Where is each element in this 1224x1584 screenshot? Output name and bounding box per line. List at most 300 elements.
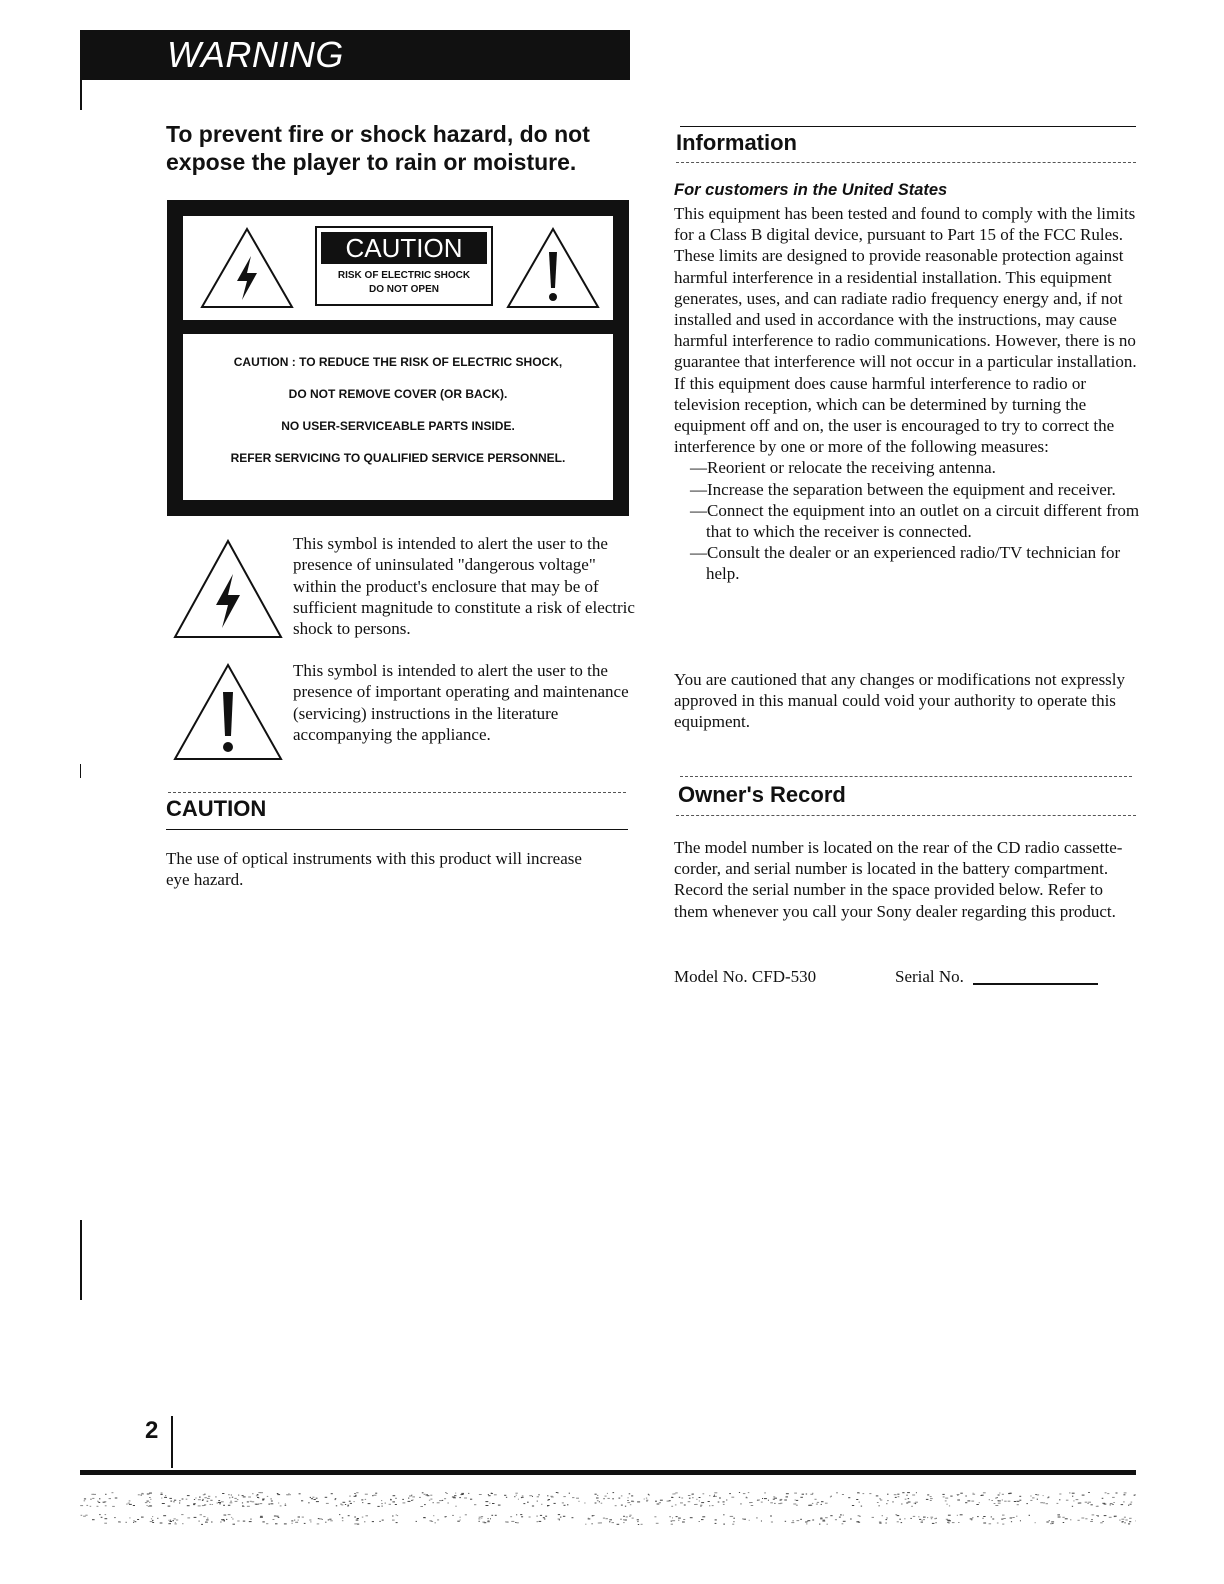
scan-noise-speck bbox=[271, 1501, 273, 1502]
scan-noise-speck bbox=[1002, 1515, 1005, 1516]
scan-noise-speck bbox=[540, 1515, 542, 1516]
scan-noise-speck bbox=[105, 1514, 107, 1515]
scan-noise-speck bbox=[150, 1493, 151, 1494]
lightning-triangle-icon bbox=[172, 538, 284, 640]
scan-noise-speck bbox=[786, 1496, 789, 1497]
scan-noise-speck bbox=[537, 1521, 539, 1522]
scan-noise-speck bbox=[696, 1504, 698, 1505]
scan-noise-speck bbox=[362, 1502, 363, 1503]
caution-label-warnings bbox=[183, 354, 613, 482]
scan-noise-speck bbox=[392, 1501, 395, 1502]
scan-noise-speck bbox=[825, 1517, 828, 1518]
scan-noise-speck bbox=[836, 1492, 838, 1493]
scan-noise-speck bbox=[1107, 1493, 1109, 1494]
scan-noise-speck bbox=[194, 1517, 197, 1518]
scan-noise-speck bbox=[863, 1493, 865, 1494]
scan-noise-speck bbox=[877, 1502, 879, 1503]
scan-noise-speck bbox=[719, 1498, 721, 1499]
scan-noise-speck bbox=[133, 1522, 134, 1523]
scan-noise-speck bbox=[529, 1517, 531, 1518]
scan-noise-speck bbox=[210, 1504, 212, 1505]
scan-noise-speck bbox=[947, 1522, 948, 1523]
caution-label-box bbox=[167, 200, 629, 516]
scan-noise-speck bbox=[726, 1500, 727, 1501]
scan-noise-speck bbox=[206, 1519, 209, 1520]
scan-noise-speck bbox=[948, 1515, 951, 1516]
scan-noise-speck bbox=[202, 1499, 204, 1500]
scan-noise-speck bbox=[193, 1503, 195, 1504]
scan-noise-speck bbox=[354, 1496, 357, 1497]
scan-noise-speck bbox=[181, 1514, 183, 1515]
scan-noise-speck bbox=[632, 1501, 634, 1502]
scan-noise-speck bbox=[902, 1492, 904, 1493]
scan-noise-speck bbox=[221, 1501, 224, 1502]
scan-noise-speck bbox=[983, 1492, 986, 1493]
scan-noise-speck bbox=[392, 1520, 395, 1521]
scan-noise-speck bbox=[470, 1499, 472, 1500]
scan-noise-speck bbox=[708, 1501, 710, 1502]
scan-noise-speck bbox=[709, 1505, 710, 1506]
scan-noise-speck bbox=[678, 1520, 679, 1521]
scan-noise-speck bbox=[312, 1497, 314, 1498]
scan-noise-speck bbox=[301, 1500, 303, 1501]
scan-noise-speck bbox=[1104, 1515, 1107, 1516]
scan-noise-speck bbox=[723, 1501, 725, 1502]
scan-noise-speck bbox=[1091, 1519, 1092, 1520]
scan-noise-speck bbox=[949, 1505, 950, 1506]
scan-noise-speck bbox=[699, 1501, 700, 1502]
scan-noise-speck bbox=[983, 1523, 986, 1524]
scan-noise-speck bbox=[481, 1516, 483, 1517]
scan-noise-speck bbox=[621, 1495, 623, 1496]
scan-noise-speck bbox=[1123, 1501, 1125, 1502]
scan-noise-speck bbox=[950, 1496, 952, 1497]
scan-noise-speck bbox=[221, 1519, 223, 1520]
scan-noise-speck bbox=[654, 1516, 656, 1517]
scan-noise-speck bbox=[995, 1505, 998, 1506]
scan-noise-speck bbox=[715, 1519, 717, 1520]
scan-noise-speck bbox=[992, 1519, 994, 1520]
scan-noise-speck bbox=[958, 1522, 959, 1523]
scan-noise-speck bbox=[773, 1499, 775, 1500]
scan-noise-speck bbox=[806, 1494, 807, 1495]
scan-noise-speck bbox=[372, 1495, 373, 1496]
scan-noise-speck bbox=[291, 1520, 293, 1521]
scan-noise-speck bbox=[423, 1517, 425, 1518]
scan-noise-speck bbox=[671, 1524, 673, 1525]
scan-noise-speck bbox=[945, 1498, 948, 1499]
scan-noise-speck bbox=[784, 1500, 787, 1501]
scan-noise-speck bbox=[220, 1522, 222, 1523]
scan-noise-speck bbox=[756, 1517, 758, 1518]
scan-noise-speck bbox=[1088, 1502, 1091, 1503]
scan-noise-speck bbox=[529, 1495, 532, 1496]
scan-noise-speck bbox=[455, 1493, 456, 1494]
scan-noise-speck bbox=[326, 1503, 329, 1504]
scan-noise-speck bbox=[147, 1505, 148, 1506]
scan-noise-speck bbox=[684, 1505, 686, 1506]
scan-noise-speck bbox=[856, 1522, 857, 1523]
scan-noise-speck bbox=[879, 1522, 881, 1523]
scan-noise-speck bbox=[796, 1500, 798, 1501]
scan-noise-speck bbox=[518, 1499, 519, 1500]
scan-noise-speck bbox=[148, 1506, 151, 1507]
scan-noise-speck bbox=[1004, 1501, 1006, 1502]
scan-noise-speck bbox=[522, 1495, 524, 1496]
scan-noise-speck bbox=[897, 1521, 899, 1522]
scan-noise-speck bbox=[299, 1493, 301, 1494]
scan-noise-speck bbox=[242, 1505, 244, 1506]
scan-noise-speck bbox=[408, 1501, 411, 1502]
scan-noise-speck bbox=[284, 1523, 287, 1524]
scan-noise-speck bbox=[671, 1506, 673, 1507]
scan-noise-speck bbox=[491, 1493, 493, 1494]
scan-noise-speck bbox=[474, 1504, 476, 1505]
scan-noise-speck bbox=[637, 1521, 639, 1522]
scan-noise-speck bbox=[943, 1496, 945, 1497]
scan-noise-speck bbox=[808, 1505, 810, 1506]
scan-noise-speck bbox=[222, 1493, 224, 1494]
scan-noise-speck bbox=[620, 1519, 621, 1520]
scan-noise-speck bbox=[308, 1502, 309, 1503]
scan-noise-speck bbox=[701, 1502, 704, 1503]
exclamation-triangle-icon bbox=[505, 226, 601, 310]
scan-noise-speck bbox=[1079, 1503, 1081, 1504]
scan-noise-speck bbox=[1057, 1503, 1059, 1504]
scan-noise-speck bbox=[997, 1497, 998, 1498]
page-title-banner: WARNING bbox=[80, 30, 630, 80]
scan-noise-speck bbox=[187, 1505, 190, 1506]
scan-noise-speck bbox=[696, 1499, 697, 1500]
scan-noise-speck bbox=[623, 1519, 624, 1520]
scan-noise-speck bbox=[97, 1506, 99, 1507]
scan-noise-speck bbox=[523, 1503, 525, 1504]
scan-noise-speck bbox=[812, 1520, 814, 1521]
scan-noise-speck bbox=[355, 1495, 357, 1496]
scan-noise-speck bbox=[174, 1500, 176, 1501]
scan-noise-speck bbox=[1048, 1497, 1050, 1498]
scan-noise-speck bbox=[973, 1494, 976, 1495]
caution-warning-line: CAUTION : TO REDUCE THE RISK OF ELECTRIC SHOCK, bbox=[233, 355, 563, 369]
scan-noise-speck bbox=[1020, 1520, 1021, 1521]
scan-noise-speck bbox=[114, 1517, 115, 1518]
scan-noise-speck bbox=[770, 1502, 773, 1503]
scan-noise-speck bbox=[744, 1519, 747, 1520]
scan-noise-speck bbox=[356, 1492, 358, 1493]
serial-number-blank bbox=[973, 983, 1098, 985]
scan-noise-speck bbox=[671, 1521, 673, 1522]
scan-noise-speck bbox=[897, 1494, 899, 1495]
scan-noise-speck bbox=[672, 1494, 673, 1495]
scan-noise-speck bbox=[258, 1504, 259, 1505]
scan-noise-speck bbox=[876, 1495, 879, 1496]
scan-noise-speck bbox=[820, 1517, 822, 1518]
scan-noise-speck bbox=[511, 1521, 514, 1522]
scan-noise-speck bbox=[821, 1504, 822, 1505]
scan-noise-speck bbox=[330, 1520, 333, 1521]
scan-noise-speck bbox=[998, 1503, 1001, 1504]
scan-noise-speck bbox=[1078, 1520, 1080, 1521]
scan-noise-speck bbox=[396, 1522, 398, 1523]
scan-noise-speck bbox=[517, 1522, 519, 1523]
scan-noise-speck bbox=[210, 1500, 212, 1501]
scan-noise-speck bbox=[150, 1499, 151, 1500]
scan-noise-speck bbox=[646, 1501, 648, 1502]
scan-noise-speck bbox=[454, 1495, 456, 1496]
scan-noise-speck bbox=[138, 1494, 140, 1495]
scan-noise-speck bbox=[243, 1496, 246, 1497]
scan-noise-speck bbox=[957, 1494, 960, 1495]
scan-noise-speck bbox=[629, 1516, 631, 1517]
scan-noise-speck bbox=[1051, 1521, 1054, 1522]
scan-noise-speck bbox=[129, 1500, 131, 1501]
scan-noise-speck bbox=[381, 1503, 383, 1504]
scan-noise-speck bbox=[563, 1496, 565, 1497]
scan-noise-speck bbox=[757, 1500, 760, 1501]
scan-noise-speck bbox=[396, 1515, 397, 1516]
scan-noise-speck bbox=[615, 1505, 617, 1506]
scan-noise-speck bbox=[1058, 1517, 1061, 1518]
scan-noise-speck bbox=[1072, 1493, 1075, 1494]
scan-noise-speck bbox=[532, 1506, 534, 1507]
scan-noise-speck bbox=[149, 1497, 151, 1498]
scan-noise-speck bbox=[623, 1522, 624, 1523]
scan-noise-speck bbox=[915, 1502, 918, 1503]
scan-noise-speck bbox=[90, 1499, 92, 1500]
scan-noise-band bbox=[80, 1478, 1136, 1528]
scan-noise-speck bbox=[617, 1524, 620, 1525]
scan-noise-speck bbox=[219, 1503, 221, 1504]
scan-noise-speck bbox=[1085, 1502, 1088, 1503]
scan-noise-speck bbox=[793, 1504, 796, 1505]
scan-noise-speck bbox=[1012, 1517, 1014, 1518]
scan-noise-speck bbox=[161, 1498, 162, 1499]
scan-noise-speck bbox=[1017, 1501, 1020, 1502]
scan-noise-speck bbox=[248, 1497, 251, 1498]
scan-noise-speck bbox=[942, 1494, 944, 1495]
scan-noise-speck bbox=[492, 1503, 495, 1504]
scan-noise-speck bbox=[1103, 1521, 1104, 1522]
scan-noise-speck bbox=[350, 1496, 351, 1497]
scan-noise-speck bbox=[1046, 1503, 1048, 1504]
scan-noise-speck bbox=[743, 1493, 746, 1494]
scan-noise-speck bbox=[356, 1520, 359, 1521]
scan-noise-speck bbox=[631, 1495, 633, 1496]
scan-noise-speck bbox=[994, 1503, 996, 1504]
scan-noise-speck bbox=[437, 1519, 439, 1520]
scan-noise-speck bbox=[141, 1493, 144, 1494]
scan-noise-speck bbox=[487, 1521, 489, 1522]
scan-noise-speck bbox=[560, 1517, 561, 1518]
scan-noise-speck bbox=[989, 1499, 990, 1500]
scan-noise-speck bbox=[444, 1498, 446, 1499]
scan-noise-speck bbox=[723, 1504, 725, 1505]
scan-noise-speck bbox=[712, 1505, 714, 1506]
scan-noise-speck bbox=[656, 1523, 659, 1524]
scan-noise-speck bbox=[485, 1501, 488, 1502]
scan-noise-speck bbox=[1105, 1492, 1107, 1493]
scan-noise-speck bbox=[187, 1517, 190, 1518]
scan-noise-speck bbox=[957, 1500, 960, 1501]
scan-noise-speck bbox=[250, 1501, 252, 1502]
scan-noise-speck bbox=[1059, 1499, 1060, 1500]
scan-noise-speck bbox=[198, 1499, 201, 1500]
scan-noise-speck bbox=[1129, 1518, 1132, 1519]
scan-noise-speck bbox=[785, 1521, 786, 1522]
scan-noise-speck bbox=[446, 1493, 448, 1494]
scan-noise-speck bbox=[1128, 1505, 1129, 1506]
scan-noise-speck bbox=[965, 1496, 966, 1497]
scan-noise-speck bbox=[255, 1504, 257, 1505]
scan-noise-speck bbox=[761, 1521, 762, 1522]
scan-noise-speck bbox=[1092, 1514, 1095, 1515]
fcc-measure: —Consult the dealer or an experienced radio/TV technician for help. bbox=[690, 543, 1121, 584]
scan-noise-speck bbox=[357, 1518, 359, 1519]
scan-noise-speck bbox=[930, 1498, 933, 1499]
scan-noise-speck bbox=[541, 1504, 542, 1505]
scan-noise-speck bbox=[168, 1520, 169, 1521]
scan-noise-speck bbox=[237, 1521, 239, 1522]
caution-label-line2: DO NOT OPEN bbox=[368, 284, 439, 295]
scan-noise-speck bbox=[1114, 1516, 1117, 1517]
scan-noise-speck bbox=[198, 1521, 200, 1522]
scan-noise-speck bbox=[488, 1520, 490, 1521]
caution-label-title: CAUTION bbox=[321, 232, 487, 264]
scan-noise-speck bbox=[879, 1523, 881, 1524]
scan-noise-speck bbox=[98, 1501, 99, 1502]
scan-noise-speck bbox=[564, 1505, 566, 1506]
scan-noise-speck bbox=[101, 1517, 103, 1518]
scan-noise-speck bbox=[559, 1519, 560, 1520]
left-margin-line bbox=[80, 80, 82, 110]
scan-noise-speck bbox=[655, 1501, 657, 1502]
scan-noise-speck bbox=[680, 1502, 683, 1503]
scan-noise-speck bbox=[669, 1500, 671, 1501]
scan-noise-speck bbox=[699, 1521, 701, 1522]
scan-noise-speck bbox=[135, 1521, 137, 1522]
scan-noise-speck bbox=[412, 1496, 415, 1497]
scan-noise-speck bbox=[812, 1503, 813, 1504]
serial-number-label: Serial No. bbox=[895, 967, 964, 986]
scan-noise-speck bbox=[595, 1494, 597, 1495]
scan-noise-speck bbox=[861, 1506, 862, 1507]
scan-noise-speck bbox=[262, 1521, 264, 1522]
scan-noise-speck bbox=[298, 1517, 300, 1518]
scan-noise-speck bbox=[228, 1505, 230, 1506]
scan-noise-speck bbox=[115, 1498, 118, 1499]
scan-noise-speck bbox=[931, 1517, 934, 1518]
scan-noise-speck bbox=[880, 1498, 881, 1499]
scan-noise-speck bbox=[1014, 1501, 1016, 1502]
scan-noise-speck bbox=[1124, 1522, 1126, 1523]
scan-noise-speck bbox=[1003, 1518, 1006, 1519]
scan-noise-speck bbox=[329, 1519, 331, 1520]
owners-record-body: The model number is located on the rear of the CD radio cassette-corder, and serial number is located in the battery compartment. Record the serial number in the space provided below. Refer to them whenever you call your Sony dealer regarding this product. bbox=[674, 838, 1123, 921]
scan-noise-speck bbox=[433, 1502, 434, 1503]
scan-noise-speck bbox=[1063, 1522, 1065, 1523]
scan-noise-speck bbox=[83, 1516, 86, 1517]
scan-noise-speck bbox=[1076, 1499, 1079, 1500]
scan-noise-speck bbox=[234, 1498, 236, 1499]
scan-noise-speck bbox=[764, 1492, 766, 1493]
scan-noise-speck bbox=[390, 1499, 392, 1500]
scan-noise-speck bbox=[437, 1502, 440, 1503]
scan-noise-speck bbox=[700, 1506, 702, 1507]
scan-noise-speck bbox=[976, 1504, 978, 1505]
scan-noise-speck bbox=[1112, 1497, 1115, 1498]
scan-noise-speck bbox=[915, 1503, 916, 1504]
page-number: 2 bbox=[145, 1417, 159, 1444]
scan-noise-speck bbox=[168, 1506, 171, 1507]
scan-noise-speck bbox=[91, 1494, 94, 1495]
scan-noise-speck bbox=[280, 1505, 282, 1506]
scan-noise-speck bbox=[1009, 1493, 1012, 1494]
scan-noise-speck bbox=[1121, 1519, 1124, 1520]
scan-noise-speck bbox=[694, 1504, 696, 1505]
scan-noise-speck bbox=[372, 1521, 374, 1522]
scan-noise-speck bbox=[612, 1498, 614, 1499]
scan-noise-speck bbox=[967, 1500, 970, 1501]
scan-noise-speck bbox=[459, 1497, 461, 1498]
scan-noise-speck bbox=[723, 1524, 725, 1525]
scan-noise-speck bbox=[679, 1497, 680, 1498]
scan-noise-speck bbox=[343, 1502, 346, 1503]
scan-noise-speck bbox=[646, 1498, 647, 1499]
scan-noise-speck bbox=[288, 1493, 289, 1494]
scan-noise-speck bbox=[547, 1505, 550, 1506]
scan-noise-speck bbox=[981, 1495, 984, 1496]
scan-noise-speck bbox=[626, 1516, 628, 1517]
scan-noise-speck bbox=[800, 1519, 802, 1520]
scan-noise-speck bbox=[1019, 1496, 1021, 1497]
scan-noise-speck bbox=[336, 1505, 337, 1506]
scan-noise-speck bbox=[375, 1493, 377, 1494]
scan-noise-speck bbox=[1017, 1504, 1019, 1505]
scan-noise-speck bbox=[683, 1519, 685, 1520]
scan-noise-speck bbox=[1002, 1500, 1003, 1501]
scan-noise-speck bbox=[557, 1492, 559, 1493]
scan-noise-speck bbox=[842, 1523, 844, 1524]
scan-noise-speck bbox=[271, 1503, 274, 1504]
scan-noise-speck bbox=[182, 1499, 184, 1500]
scan-noise-speck bbox=[238, 1495, 239, 1496]
scan-noise-speck bbox=[1088, 1492, 1090, 1493]
scan-noise-speck bbox=[267, 1496, 268, 1497]
scan-noise-speck bbox=[641, 1524, 643, 1525]
scan-noise-speck bbox=[629, 1493, 631, 1494]
scan-noise-speck bbox=[298, 1520, 299, 1521]
scan-noise-speck bbox=[1096, 1506, 1099, 1507]
scan-noise-speck bbox=[233, 1524, 236, 1525]
scan-noise-speck bbox=[797, 1520, 800, 1521]
scan-noise-speck bbox=[688, 1501, 691, 1502]
scan-noise-speck bbox=[164, 1497, 167, 1498]
scan-noise-speck bbox=[819, 1524, 820, 1525]
scan-noise-speck bbox=[290, 1494, 291, 1495]
scan-noise-speck bbox=[316, 1498, 318, 1499]
scan-noise-speck bbox=[995, 1498, 997, 1499]
scan-noise-speck bbox=[731, 1497, 734, 1498]
scan-noise-speck bbox=[689, 1498, 691, 1499]
scan-noise-speck bbox=[479, 1494, 482, 1495]
scan-noise-speck bbox=[479, 1517, 481, 1518]
scan-noise-speck bbox=[732, 1524, 734, 1525]
scan-noise-speck bbox=[137, 1519, 139, 1520]
scan-noise-speck bbox=[919, 1519, 921, 1520]
scan-noise-speck bbox=[910, 1518, 911, 1519]
scan-noise-speck bbox=[395, 1498, 397, 1499]
scan-noise-speck bbox=[382, 1506, 383, 1507]
